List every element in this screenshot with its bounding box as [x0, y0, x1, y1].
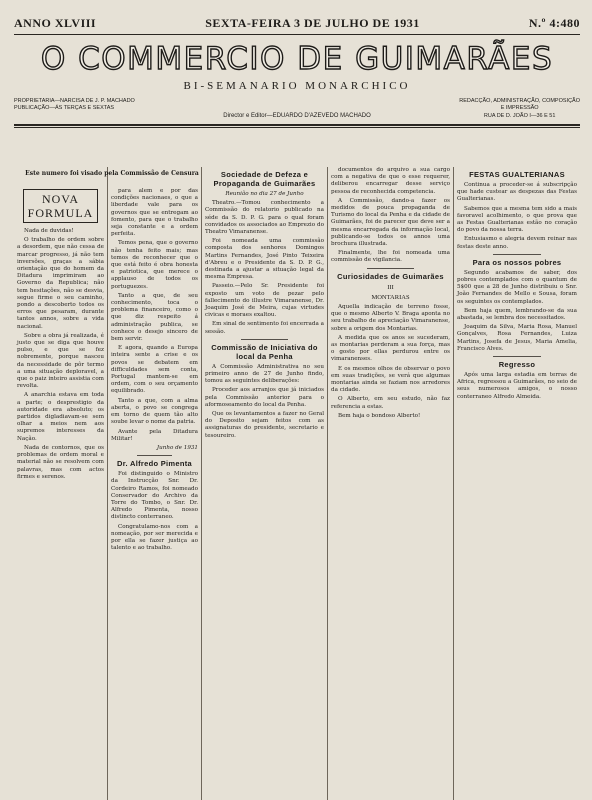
column-3: [202, 167, 328, 800]
paragraph: Passeio.—Pelo Sr. Presidente foi exposto um voto de pezar pelo fallecimento do illustre Vimaranense, Dr. Joaquim José de Meira, cujas virtudes civicas e moraes exaltou.: [205, 283, 324, 319]
masthead-rule: [14, 124, 580, 126]
paragraph: Congratulamo-nos com a nomeação, por ser merecida e por ella se fazer justiça ao talento e ao trabalho.: [111, 523, 198, 552]
paragraph: Proceder aos arranjos que já iniciados pela Commissão anterior para o aformoseamento do local da Penha.: [205, 387, 324, 408]
paragraph: Tanto a que, de seu conhecimento, toca o problema financeiro, como o que diz respeito á administração publica, se conhece o desejo sincero de bem servir.: [111, 292, 198, 343]
divider: [493, 356, 541, 357]
paragraph: A anarchia estava em toda a parte; o desprestigio da autoridade era absoluto; os partidos digladiavam-se sem olhar a meios nem aos supremos interesses da Nação.: [17, 392, 104, 442]
column-2: [108, 167, 202, 800]
paragraph: Entusiasmo e alegria devem reinar nas festas deste anno.: [457, 236, 577, 250]
publication-label: PUBLICAÇÃO—ÁS TERÇAS E SEXTAS: [14, 105, 115, 112]
paragraph: Segundo acabamos de saber, dos pobres contemplados com o quantum de 5$00 que a 28 de Junho distribuiu o Snr. João Fernandes de Mello e Sousa, foram os seguintes os contemplados.: [457, 269, 577, 305]
paragraph: Aquella indicação de terreno fosse, que o mesmo Alberto V. Braga aponta no seu trabalho de apreciação Vimaranense, sobre a origem dos Montarias.: [331, 304, 450, 332]
proprietor-label: PROPRIETARIA—NARCISA DE J. P. MACHADO: [14, 97, 135, 104]
masthead-rule-thin: [14, 127, 580, 128]
issue-number: N.º 4:480: [528, 16, 580, 30]
paragraph: Avante pela Ditadura Militar!: [111, 428, 198, 442]
paragraph: E agora, quando a Europa inteira sente a crise e os povos se debatem em difficuldades sem conta, Portugal mantem-se em ordem, com o seu orçamento equilibrado.: [111, 345, 198, 395]
info-bar: [14, 98, 580, 121]
article-heading-commissao: Commissão de Iniciativa do local da Penha: [211, 342, 318, 361]
paragraph: Nada de duvidas!: [24, 228, 74, 234]
paragraph: Finalmente, lhe foi nomeada uma commissão de vigilancia.: [331, 250, 450, 264]
article-heading-curiosidades: Curiosidades de Guimarães: [337, 271, 444, 281]
top-line: [14, 16, 580, 35]
article-heading-sociedade: Sociedade de Defeza e Propaganda de Guimarães: [213, 170, 316, 188]
paragraph: Bem haja quem, lembrando-se da sua abastada, se lembra dos necessitados.: [457, 307, 577, 322]
impression-label: E IMPRESSÃO: [500, 105, 539, 112]
date-label: SEXTA-FEIRA 3 DE JULHO DE 1931: [205, 16, 420, 30]
article-heading-alfredo-pimenta: Dr. Alfredo Pimenta: [116, 459, 193, 469]
paragraph: A medida que os anos se sucederam, as montarias perderam a sua força, mas o gosto por ellas perdurou entre os vimaranenses.: [331, 334, 450, 363]
article-subheading-number: III: [387, 283, 394, 291]
paragraph: A Commissão, dando-a fazer os medidos de pouca propaganda de Turismo do local da Penha e da cidade de Guimarães, foi de parecer que deve ser a mesma encarregada da informação local, publicando-se todos os annos uma brochura illustrada.: [331, 197, 450, 248]
paragraph: Que os levantamentos a fazer no Geral do Deposito sejam feitos com as assignaturas do presidente, secretario e tesoureiro.: [205, 411, 324, 439]
paragraph: Theatro.—Tomou conhecimento a Commissão do relatorio publicado na séde da S. D. P. G. para o qual foram convidados os associados ao Emprezio do Theatro Vimaranense.: [205, 200, 324, 236]
article-subheading-montarias: MONTARIAS: [371, 293, 410, 301]
divider: [367, 268, 415, 269]
article-heading-festas: FESTAS GUALTERIANAS: [469, 170, 565, 179]
column-5: [454, 167, 580, 800]
paragraph: Tanto a que, com a alma aberta, o povo se congrega em torno de quem tão alto soube levar o nome da patria.: [111, 397, 198, 426]
info-left: [14, 98, 135, 121]
paragraph: E os mesmos olhos de observar o povo em suas tradições, se verá que algumas montarias ainda se faziam nos arredores da cidade.: [331, 365, 450, 394]
paragraph: Joaquim da Silva, Maria Rosa, Manuel Gonçalves, Rosa Fernandes, Luiza Martins, Josefa de Jesus, Maria Amelia, Francisco Alves.: [457, 324, 577, 352]
newspaper-title: O COMMERCIO DE GUIMARÃES: [40, 41, 554, 77]
masthead: [14, 43, 580, 92]
article-heading-pobres: Para os nossos pobres: [472, 257, 562, 267]
paragraph: Sobre a obra já realizada, é justo que se diga que houve pulso, e que se fez nobremente, porque nasceu da necessidade de pôr termo a uma situação deploravel, a que o paiz inteiro assistia com revolta.: [17, 332, 104, 390]
article-heading-nova-formula: NOVA FORMULA: [23, 189, 98, 223]
redaction-label: REDACÇÃO, ADMINISTRAÇÃO, COMPOSIÇÃO: [459, 97, 580, 104]
editor-label: Director e Editor—EDUARDO D'AZEVEDO MACHADO: [223, 113, 371, 120]
article-heading-regresso: Regresso: [498, 360, 536, 370]
divider: [493, 254, 541, 255]
year-label: ANNO XLVIII: [14, 16, 97, 30]
paragraph: Bem haja o bondoso Alberto!: [338, 412, 421, 419]
paragraph: Em sinal de sentimento foi encerrada a sessão.: [205, 321, 324, 335]
paragraph: A Commissão Administrativa no seu primeiro anno de 27 de Junho findo, tomou as seguintes deliberações:: [205, 363, 324, 385]
paragraph: Foi distinguido o Ministro da Instrucção Snr. Dr. Cordeiro Ramos, foi nomeado Conservador do Archivo da Torre do Tombo, o Snr. Dr. Alfredo Pimenta, nosso distincto conterraneo.: [111, 471, 198, 521]
divider: [241, 339, 289, 340]
paragraph: documentos do arquivo a sua cargo com a negativa de que o esse requerer, deliberou encarregar desse serviço pessoa de reconhecida competencia.: [331, 167, 450, 195]
column-4: [328, 167, 454, 800]
article-dateline: Reunião no dia 27 de Junho: [225, 191, 304, 197]
divider: [137, 455, 172, 456]
paragraph: Continua a proceder-se á subscripção que hade custear as despezas das Festas Gualterianas.: [457, 182, 577, 203]
paragraph: Nada de contornos, que os problemas de ordem moral e material não se resolvem com palavras, mas com actos firmes e serenos.: [17, 444, 104, 480]
paragraph: Sabemos que a mesma tem sido a mais favoravel acolhimento, o que prova que as Festas Gualterianas estão no coração do povo da nossa terra.: [457, 205, 577, 234]
paragraph: Foi nomeada uma commissão composta dos senhores Domingos Martins Fernandes, José Pinto Teixeira d'Abreu e o Presidente da S. D. P. G., destinada a ajustar a situação legal da mesma Empresa.: [205, 238, 324, 281]
paragraph: para alem e por das condições nacionaes, o que a liberdade vale para os governos que se entregam ao fomento, para que o trabalho seja constante e a ordem perfeita.: [111, 188, 198, 238]
article-dateline: Junho de 1931: [156, 444, 198, 451]
columns: [14, 167, 580, 800]
address-label: RUA DE D. JOÃO I—36 E 51: [483, 112, 556, 119]
paragraph: Temos pena, que o governo não tenha feito mais; mas temos de reconhecer que o que está feito é obra honesta e patriotica, que merece o applauso de todos os portuguezes.: [111, 240, 198, 290]
censor-notice: Este numero foi visado pela Commissão de Censura: [25, 170, 199, 177]
newspaper-subtitle: BI-SEMANARIO MONARCHICO: [183, 79, 411, 92]
paragraph: Após uma larga estadia em terras de Africa, regressou a Guimarães, no seio de seus numerosos amigos, o nosso conterraneo Alfredo Almeida.: [457, 372, 577, 400]
info-right: [459, 98, 580, 121]
paragraph: O trabalho de ordem sobre a desordem, que não cessa de marcar progresso, já não tem inversões, graças a sábia orientação que do homem da Ditadura imprimiram ao Governo da Republica; não tem hesitações, não se desvia, segue firme o seu caminho, pondo a descoberto todos os erros que pesaram, durante tantos annos, sobre a vida nacional.: [17, 237, 104, 330]
paragraph: O Alberto, em seu estudo, não faz referencia a estas.: [331, 396, 450, 410]
